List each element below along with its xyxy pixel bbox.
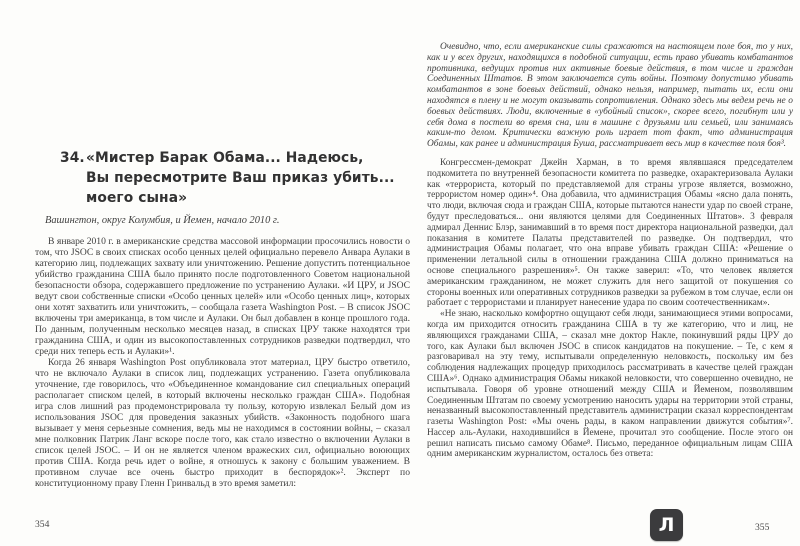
chapter-title-line: моего сына» xyxy=(86,190,188,206)
page-number-left: 354 xyxy=(35,519,50,530)
chapter-heading xyxy=(60,148,410,208)
block-quote: Очевидно, что, если американские силы сражаются на настоящем поле боя, то у них, как и у всех других, находящихся в подобной ситуации, есть право убивать комбатантов противника, ведущих против них активные боевые действия, в том числе и граждан Соединенных Штатов. В этом заключается суть войны. Поэтому допустимо убивать комбатантов в зоне боевых действий, однако нельзя, например, пытать их, если они находятся в плену и не могут оказывать сопротивления. Однако здесь мы ведем речь не о боевых действиях. Люди, включенные в «убойный список», скорее всего, погибнут или у себя дома в постели во время сна, или в машине с друзьями или семьей, или занимаясь каким-то делом. Критически важную роль играет тот факт, что администрация Обамы, как ранее и администрация Буша, рассматривает весь мир в качестве поля боя³. xyxy=(427,42,793,150)
body-paragraph: «Не знаю, насколько комфортно ощущают себя люди, занимающиеся этими вопросами, когда им приходится относить гражданина США в ту же категорию, что и лиц, не являющихся гражданами США, – сказал мне доктор Накле, покинувший ряды ЦРУ до того, как Аулаки был включен JSOC в список кандидатов на покушение. – Те, с кем я разговаривал на эту тему, испытывали определенную неловкость, поскольку им без соблюдения надлежащих процедур приходилось рассматривать в качестве целей граждан США»⁶. Однако администрация Обамы никакой неловкости, что совершенно очевидно, не испытывала. Говоря об уровне отношений между США и Йеменом, позволявшим Соединенным Штатам по своему усмотрению наносить удары на территории этой страны, неназванный высокопоставленный представитель администрации сказал корреспондентам газеты Washington Post: «Мы очень рады, в каком направлении движутся события»⁷. Нассер аль-Аулаки, находившийся в Йемене, прочитал это сообщение. После этого он решил написать письмо самому Обаме⁸. Письмо, переданное официальным лицам США одним американским журналистом, осталось без ответа: xyxy=(427,309,793,460)
body-paragraph: Когда 26 января Washington Post опубликовала этот материал, ЦРУ быстро ответило, что не включало Аулаки в список лиц, подлежащих устранению. Газета опубликовала уточнение, где говорилось, что «Объединенное командование сил специальных операций располагает списком целей, в который включены несколько граждан США». Подобная игра слов лишний раз продемонстрировала ту пользу, которую извлекал Белый дом из использования JSOC для проведения заказных убийств. «Законность подобного шага вызывает у меня серьезные сомнения, ведь мы не находимся в состоянии войны, – сказал мне полковник Патрик Ланг вскоре после того, как стало известно о включении Аулаки в список целей JSOC. – И он не является членом вражеских сил, официально воюющих против США. Когда речь идет о войне, я отношусь к закону с большим уважением. В противном случае все очень быстро приходит в беспорядок»². Эксперт по конституционному праву Гленн Гринвальд в это время заметил: xyxy=(35,357,410,489)
body-paragraph: В январе 2010 г. в американские средства массовой информации просочились новости о том, что JSOC в своих списках особо ценных целей официально перевело Анвара Аулаки в категорию лиц, подлежащих захвату или уничтожению. Решение допустить потенциальное убийство гражданина США было принято после подготовленного Советом национальной безопасности обзора, содержавшего предложение по устранению Аулаки. «И ЦРУ, и JSOC ведут свои собственные списки «Особо ценных целей» или «Особо ценных лиц», которых они хотят захватить или уничтожить, – сообщала газета Washington Post. – В список JSOC включены три американца, в том числе и Аулаки. Он был добавлен в конце прошлого года. По данным, полученным несколько месяцев назад, в списках ЦРУ также находятся три гражданина США, и один из высокопоставленных сотрудников разведки подтвердил, что среди них теперь есть и Аулаки»¹. xyxy=(35,236,410,357)
labirint-logo xyxy=(650,509,683,541)
page-number-right: 355 xyxy=(755,522,770,533)
right-page xyxy=(427,0,793,460)
labirint-logo-letter: Л xyxy=(658,513,675,536)
left-page xyxy=(35,0,410,489)
chapter-dateline: Вашингтон, округ Колумбия, и Йемен, начало 2010 г. xyxy=(45,215,280,226)
chapter-number: 34. xyxy=(60,150,85,166)
body-paragraph: Конгрессмен-демократ Джейн Харман, в то время являвшаяся председателем подкомитета по внутренней безопасности комитета по разведке, охарактеризовала Аулаки как «террориста, который по представляемой для страны угрозе является, возможно, террористом номер один»⁴. Она добавила, что администрация Обамы «ясно дала понять, что люди, включая сюда и граждан США, которые пытаются нанести удар по своей стране, будут преследоваться... они являются целями для Соединенных Штатов». 3 февраля адмирал Деннис Блэр, занимавший в то время пост директора национальной разведки, дал показания в комитете Палаты представителей по разведке. Он подтвердил, что администрация Обамы полагает, что она вправе убивать граждан США: «Решение о применении летальной силы в отношении гражданина США должно приниматься на основе специального разрешения»⁵. Он также заверил: «То, что человек является американским гражданином, не может служить для него защитой от покушения со стороны военных или оперативных сотрудников разведки за рубежом в том случае, если он работает с террористами и планирует нанесение удара по своим соотечественникам». xyxy=(427,157,793,309)
chapter-title xyxy=(86,148,410,208)
chapter-title-line: Вы пересмотрите Ваш приказ убить... xyxy=(86,170,395,186)
chapter-title-line: «Мистер Барак Обама... Надеюсь, xyxy=(86,150,364,166)
